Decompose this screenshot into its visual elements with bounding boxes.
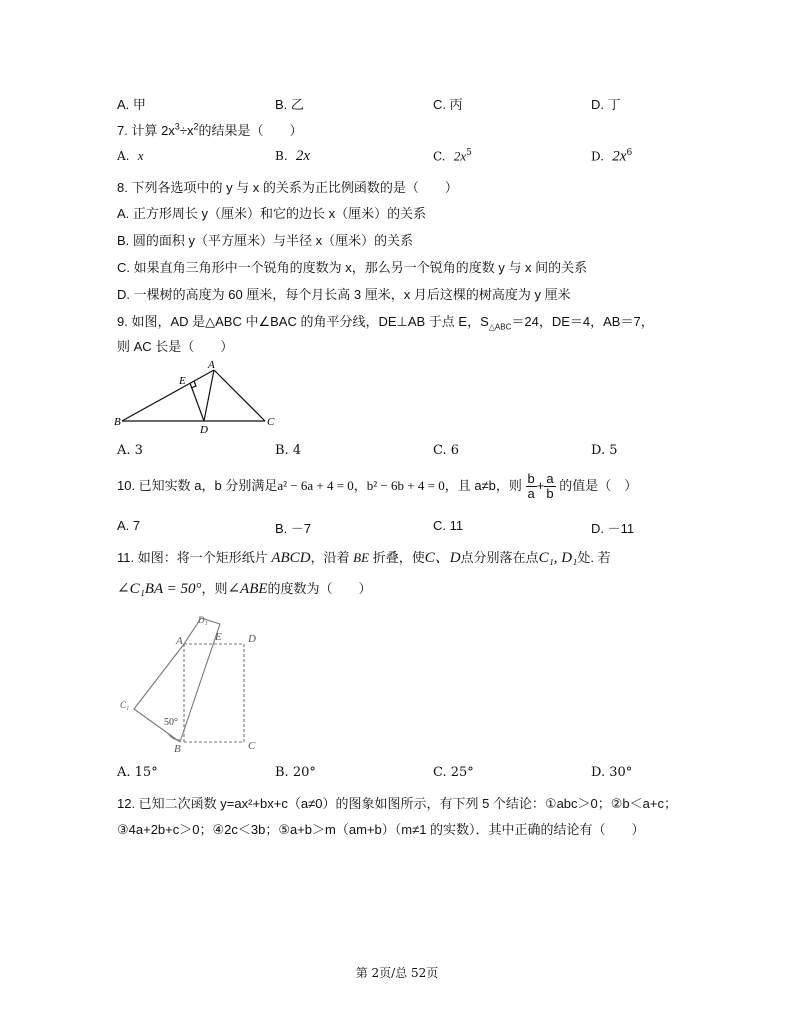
q8-option-d: D. 一棵树的高度为 60 厘米，每个月长高 3 厘米，x 月后这棵的树高度为 y 厘米 [117,287,571,302]
q7-stem: 7. 计算 $2x^3\div x^2$的结果是（ ） [117,121,303,138]
q10-option-a: A. 7 [117,518,141,533]
q9-label-a: A [208,359,215,371]
q7-option-a: A. x [117,148,144,163]
q10-option-b: B. －7 [275,521,312,536]
q10-stem: 10. 已知实数 a，b 分别满足a² − 6a + 4 = 0，b² − 6b + 4 = 0，且 a≠b，则 $\frac{b}{a}$ + $\frac{a}{b}$ 的值是（ ） [117,471,638,501]
q9-option-c: C. 6 [433,443,460,458]
q9-label-d: D [200,424,208,436]
q11-label-b: B [174,743,181,755]
q11-label-c1: C₁ [120,700,130,710]
q6-option-c: C. 丙 [433,97,463,112]
q12-stem-line1: 12. 已知二次函数 y=ax²+bx+c（a≠0）的图象如图所示，有下列 5 个结论：①abc＞0；②b＜a+c； [117,796,677,811]
q11-fold-figure [112,612,272,757]
q11-label-e: E [215,631,222,643]
q9-option-b: B. 4 [275,443,302,458]
q9-label-e: E [179,375,186,387]
q9-stem-line1: 9. 如图，AD 是△ABC 中∠BAC 的角平分线，DE⊥AB 于点 E，$S_{\triangle ABC}=24$，DE＝4，AB＝7， [117,314,654,332]
q12-stem-line2: ③4a+2b+c＞0；④2c＜3b；⑤a+b＞m（am+b）（m≠1 的实数）．其中正确的结论有（ ） [117,822,645,837]
q6-option-a: A. 甲 [117,97,146,112]
q11-angle-label: 50° [164,717,178,728]
q9-triangle-figure [112,358,282,436]
q10-option-c: C. 11 [433,518,464,533]
q8-stem: 8. 下列各选项中的 y 与 x 的关系为正比例函数的是（ ） [117,180,458,195]
q11-label-a: A [176,635,183,647]
q9-stem-line2: 则 AC 长是（ ） [117,339,234,354]
q8-option-a: A. 正方形周长 y（厘米）和它的边长 x（厘米）的关系 [117,206,427,221]
q11-option-c: C. 25° [433,765,474,780]
q11-stem-line1: 11. 如图：将一个矩形纸片 ABCD，沿着 BE 折叠，使C、D点分别落在点C₁, D₁处. 若 [117,550,611,566]
q11-stem-line2: ∠C₁BA = 50°，则∠ABE的度数为（ ） [117,581,372,597]
q7-option-c: C. $2x^5$ [433,148,472,164]
q11-option-a: A. 15° [117,765,158,780]
q7-option-b: B. 2x [275,148,311,164]
q6-option-b: B. 乙 [275,97,304,112]
q11-label-d: D [248,633,256,645]
q8-option-b: B. 圆的面积 y（平方厘米）与半径 x（厘米）的关系 [117,233,414,248]
q8-option-c: C. 如果直角三角形中一个锐角的度数为 x，那么另一个锐角的度数 y 与 x 间的关系 [117,260,588,275]
q10-option-d: D. －11 [591,521,635,536]
q11-option-b: B. 20° [275,765,316,780]
q9-option-d: D. 5 [591,443,618,458]
page-footer: 第 2页/总 52页 [355,966,439,980]
q11-label-d1: D₁ [198,615,208,625]
q6-option-d: D. 丁 [591,97,621,112]
q11-option-d: D. 30° [591,765,633,780]
q11-label-c: C [248,740,256,752]
q9-option-a: A. 3 [117,443,143,458]
q9-label-b: B [114,416,121,428]
q7-option-d: D. $2x^6$ [591,148,633,165]
q9-label-c: C [267,416,275,428]
